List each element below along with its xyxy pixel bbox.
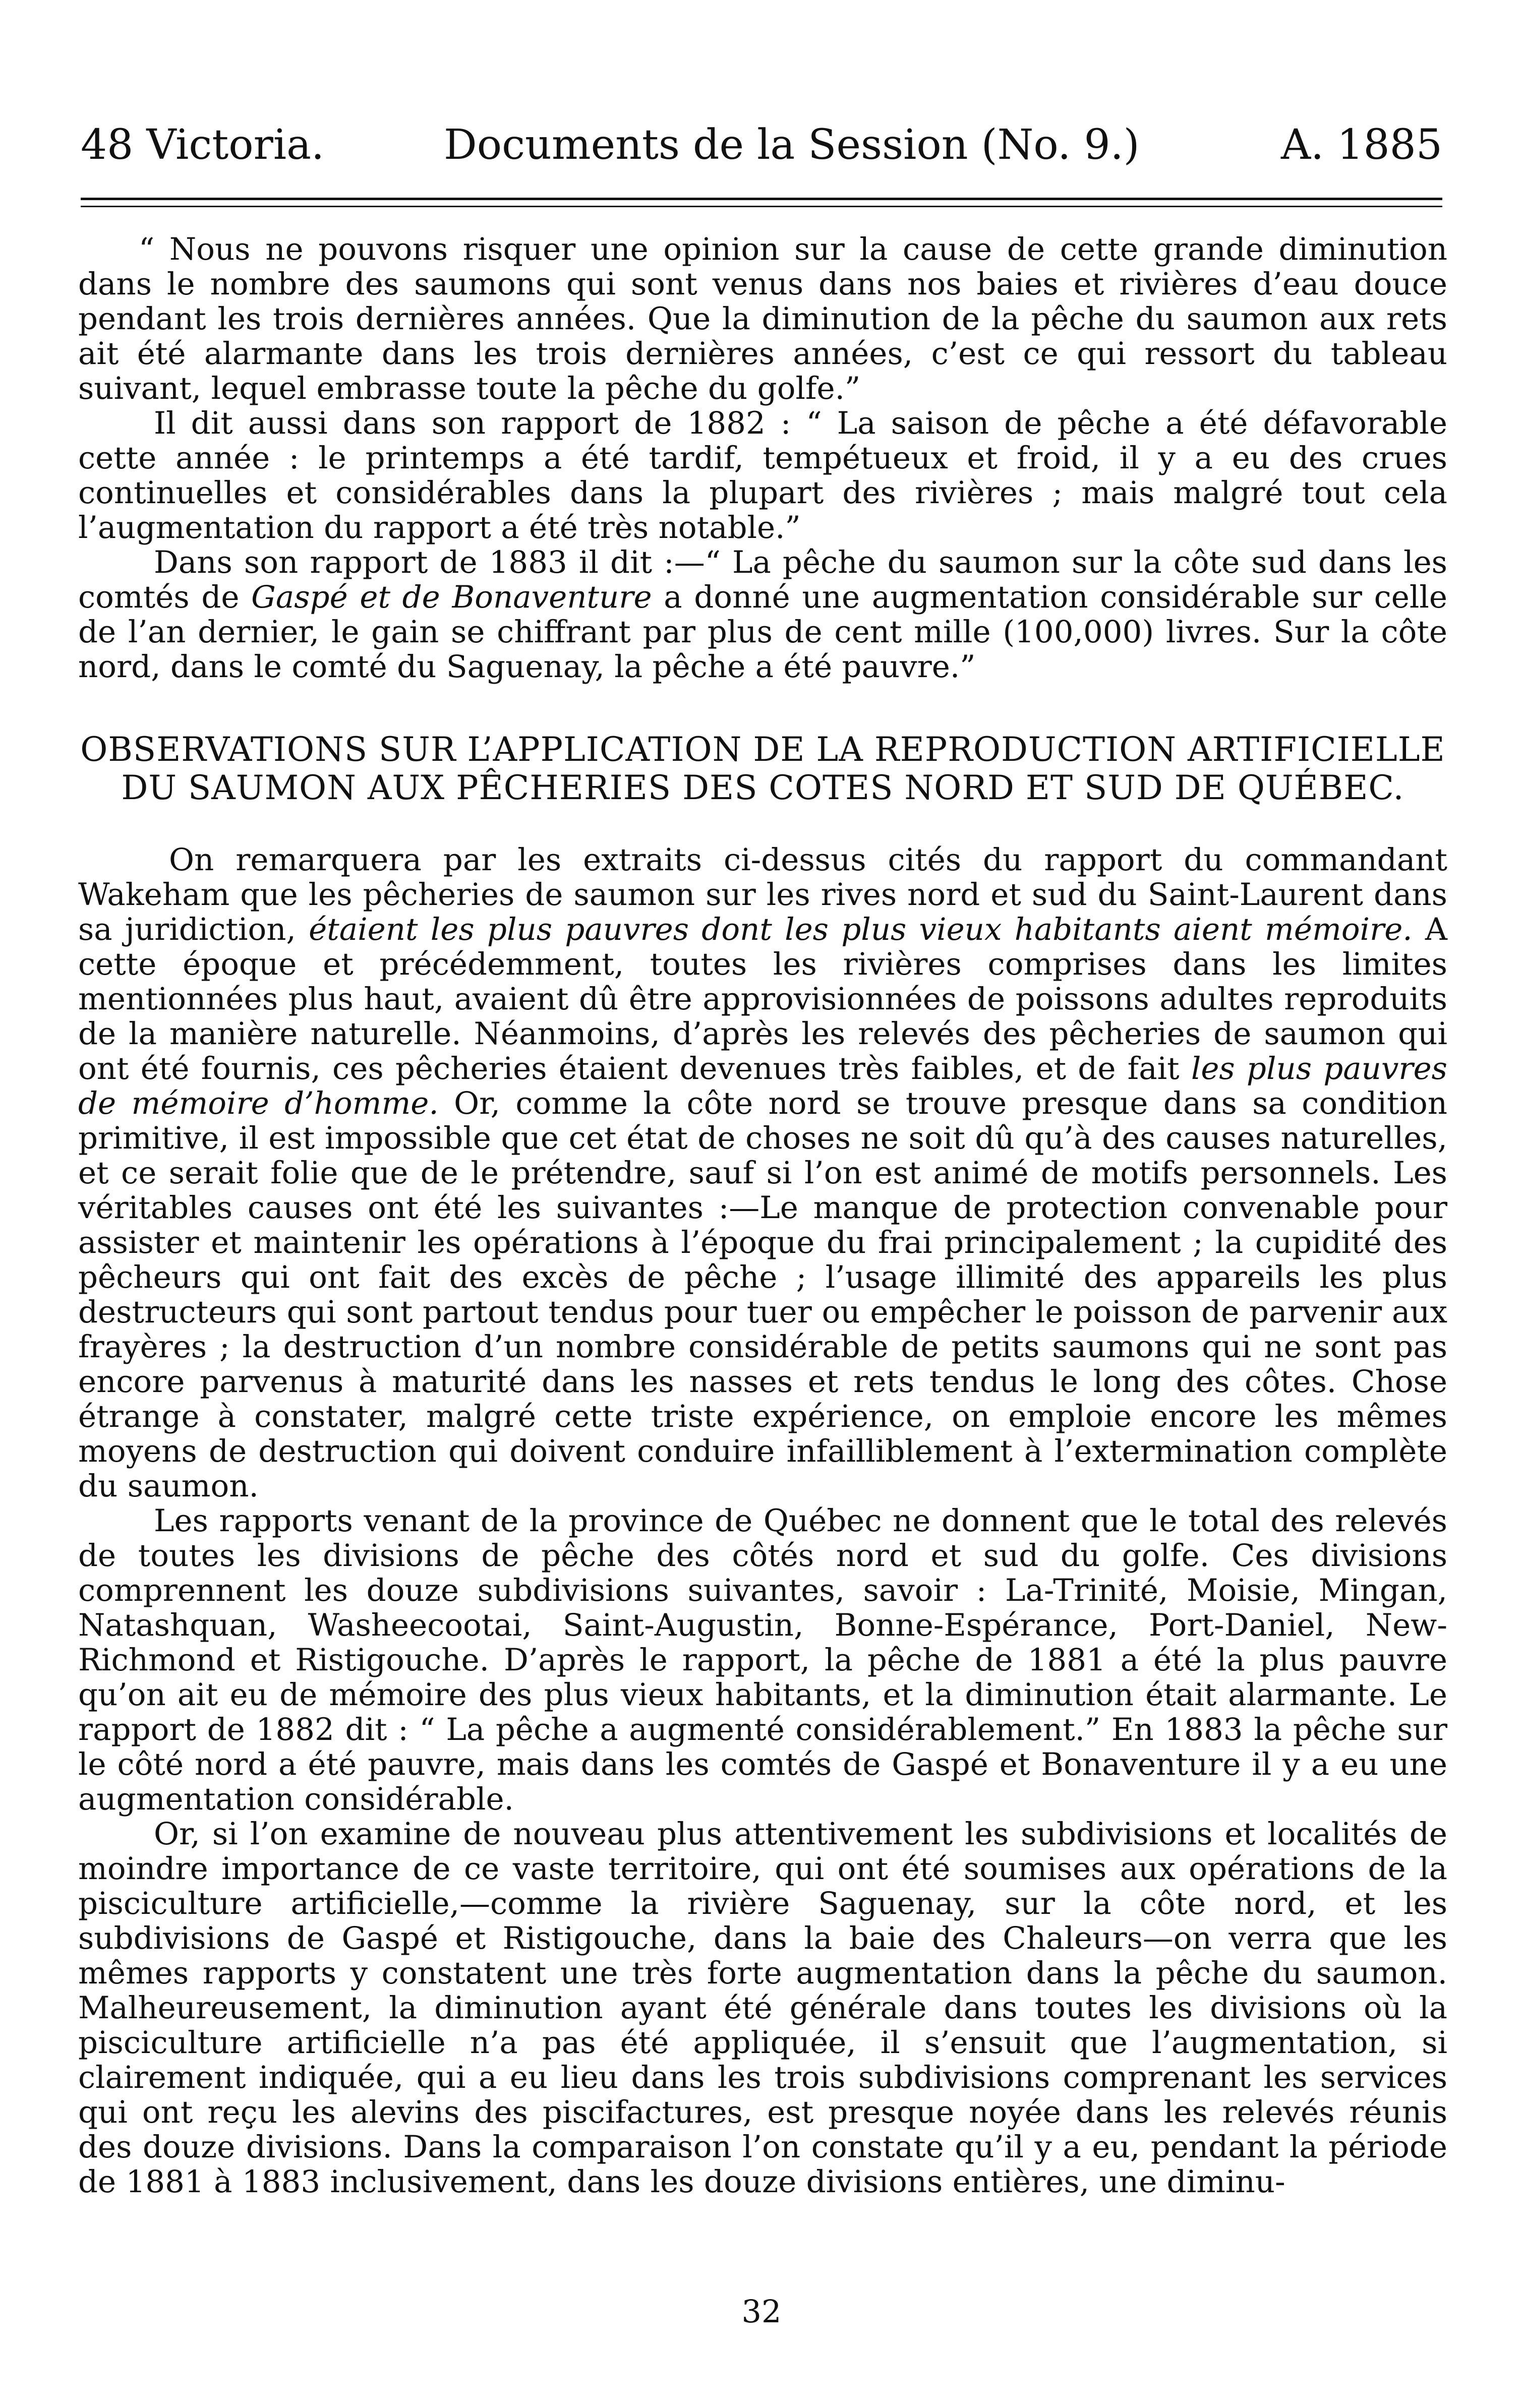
paragraph-observations-text-c: Or, comme la côte nord se trouve presque dans sa condition primitive, il est impossible que cet état de choses ne soit dû qu’à des causes naturelles, et ce serait folie que de le prétendre, sauf si l’on est animé de motifs personnels. Les véritables causes ont été les suivantes :—Le manque de protection convenable pour assister et maintenir les opérations à l’époque du frai principalement ; la cupidité des pêcheurs qui ont fait des excès de pêche ; l’usage illimité des appareils les plus destructeurs qui sont partout tendus pour tuer ou empêcher le poisson de parvenir aux frayères ; la destruction d’un nombre considérable de petits saumons qui ne sont pas encore parvenus à maturité dans les nasses et rets tendus le long des côtes. Chose étrange à constater, malgré cette triste expérience, on emploie encore les mêmes moyens de destruction qui doivent conduire infailliblement à l’extermination complète du saumon. [78,1086,1447,1504]
paragraph-observations-italic-1: étaient les plus pauvres dont les plus vieux habitants aient mémoire. [309,912,1413,947]
paragraph-quote: “ Nous ne pouvons risquer une opinion sur la cause de cette grande diminution dans le nombre des saumons qui sont venus dans nos baies et rivières d’eau douce pendant les trois dernières années. Que la diminution de la pêche du saumon aux rets ait été alarmante dans les trois dernières années, c’est ce qui ressort du tableau suivant, lequel embrasse toute la pêche du golfe.” [78,231,1447,406]
paragraph-observations-text-a: On remarquera par les extraits ci-dessus cités du rapport du commandant Wakeham que les pêcheries de saumon sur les rives nord et sud du Saint-Laurent dans sa juridiction, [78,842,1447,947]
header-year: A. 1885 [1280,121,1442,169]
running-header [81,115,1442,175]
paragraph-1883-text: Dans son rapport de 1883 il dit :—“ La pêche du saumon sur la côte sud dans les comtés de [78,545,1447,615]
header-session-volume: 48 Victoria. [81,121,325,169]
paragraph-1883-italic: Gaspé et de Bonaventure [251,579,652,615]
section-heading: OBSERVATIONS SUR L’APPLICATION DE LA REPRODUCTION ARTIFICIELLE DU SAUMON AUX PÊCHERIES DES COTES NORD ET SUD DE QUÉBEC. [80,730,1445,807]
paragraph-1883-text-end: a donné une augmentation considérable sur celle de l’an dernier, le gain se chiffrant par plus de cent mille (100,000) livres. Sur la côte nord, dans le comté du Saguenay, la pêche a été pauvre.” [78,579,1448,685]
paragraph-1883-report [78,545,1447,684]
paragraph-1882-report: Il dit aussi dans son rapport de 1882 : “ La saison de pêche a été défavorable cette année : le printemps a été tardif, tempétueux et froid, il y a eu des crues continuelles et considérables dans la plupart des rivières ; mais malgré tout cela l’augmentation du rapport a été très notable.” [78,405,1447,546]
header-document-title: Documents de la Session (No. 9.) [444,121,1140,169]
paragraph-observations-italic-2: les plus pauvres de mémoire d’homme. [78,1051,1447,1121]
body-text [78,232,1447,2199]
header-rule-thick [81,198,1442,200]
header-rule-thin [81,206,1442,207]
paragraph-observations-text-b: A cette époque et précédemment, toutes les rivières comprises dans les limites mentionnées plus haut, avaient dû être approvisionnées de poissons adultes reproduits de la manière naturelle. Néanmoins, d’après les relevés des pêcheries de saumon qui ont été fournis, ces pêcheries étaient devenues très faibles, et de fait [78,912,1447,1087]
paragraph-subdivisions: Or, si l’on examine de nouveau plus attentivement les subdivisions et localités de moindre importance de ce vaste territoire, qui ont été soumises aux opérations de la pisciculture artificielle,—comme la rivière Saguenay, sur la côte nord, et les subdivisions de Gaspé et Ristigouche, dans la baie des Chaleurs—on verra que les mêmes rapports y constatent une très forte augmentation dans la pêche du saumon. Malheureusement, la diminution ayant été générale dans toutes les divisions où la pisciculture artificielle n’a pas été appliquée, il s’ensuit que l’augmentation, si clairement indiquée, qui a eu lieu dans les trois subdivisions comprenant les services qui ont reçu les alevins des piscifactures, est presque noyée dans les relevés réunis des douze divisions. Dans la comparaison l’on constate qu’il y a eu, pendant la période de 1881 à 1883 inclusivement, dans les douze divisions entières, une diminu- [78,1816,1447,2200]
paragraph-observations [78,842,1447,1503]
page-number: 32 [741,2293,782,2330]
paragraph-quebec-reports: Les rapports venant de la province de Québec ne donnent que le total des relevés de toutes les divisions de pêche des côtés nord et sud du golfe. Ces divisions comprennent les douze subdivisions suivantes, savoir : La-Trinité, Moisie, Mingan, Natashquan, Washeecootai, Saint-Augustin, Bonne-Espérance, Port-Daniel, New-Richmond et Ristigouche. D’après le rapport, la pêche de 1881 a été la plus pauvre qu’on ait eu de mémoire des plus vieux habitants, et la diminution était alarmante. Le rapport de 1882 dit : “ La pêche a augmenté considérablement.” En 1883 la pêche sur le côté nord a été pauvre, mais dans les comtés de Gaspé et Bonaventure il y a eu une augmentation considérable. [78,1503,1447,1817]
